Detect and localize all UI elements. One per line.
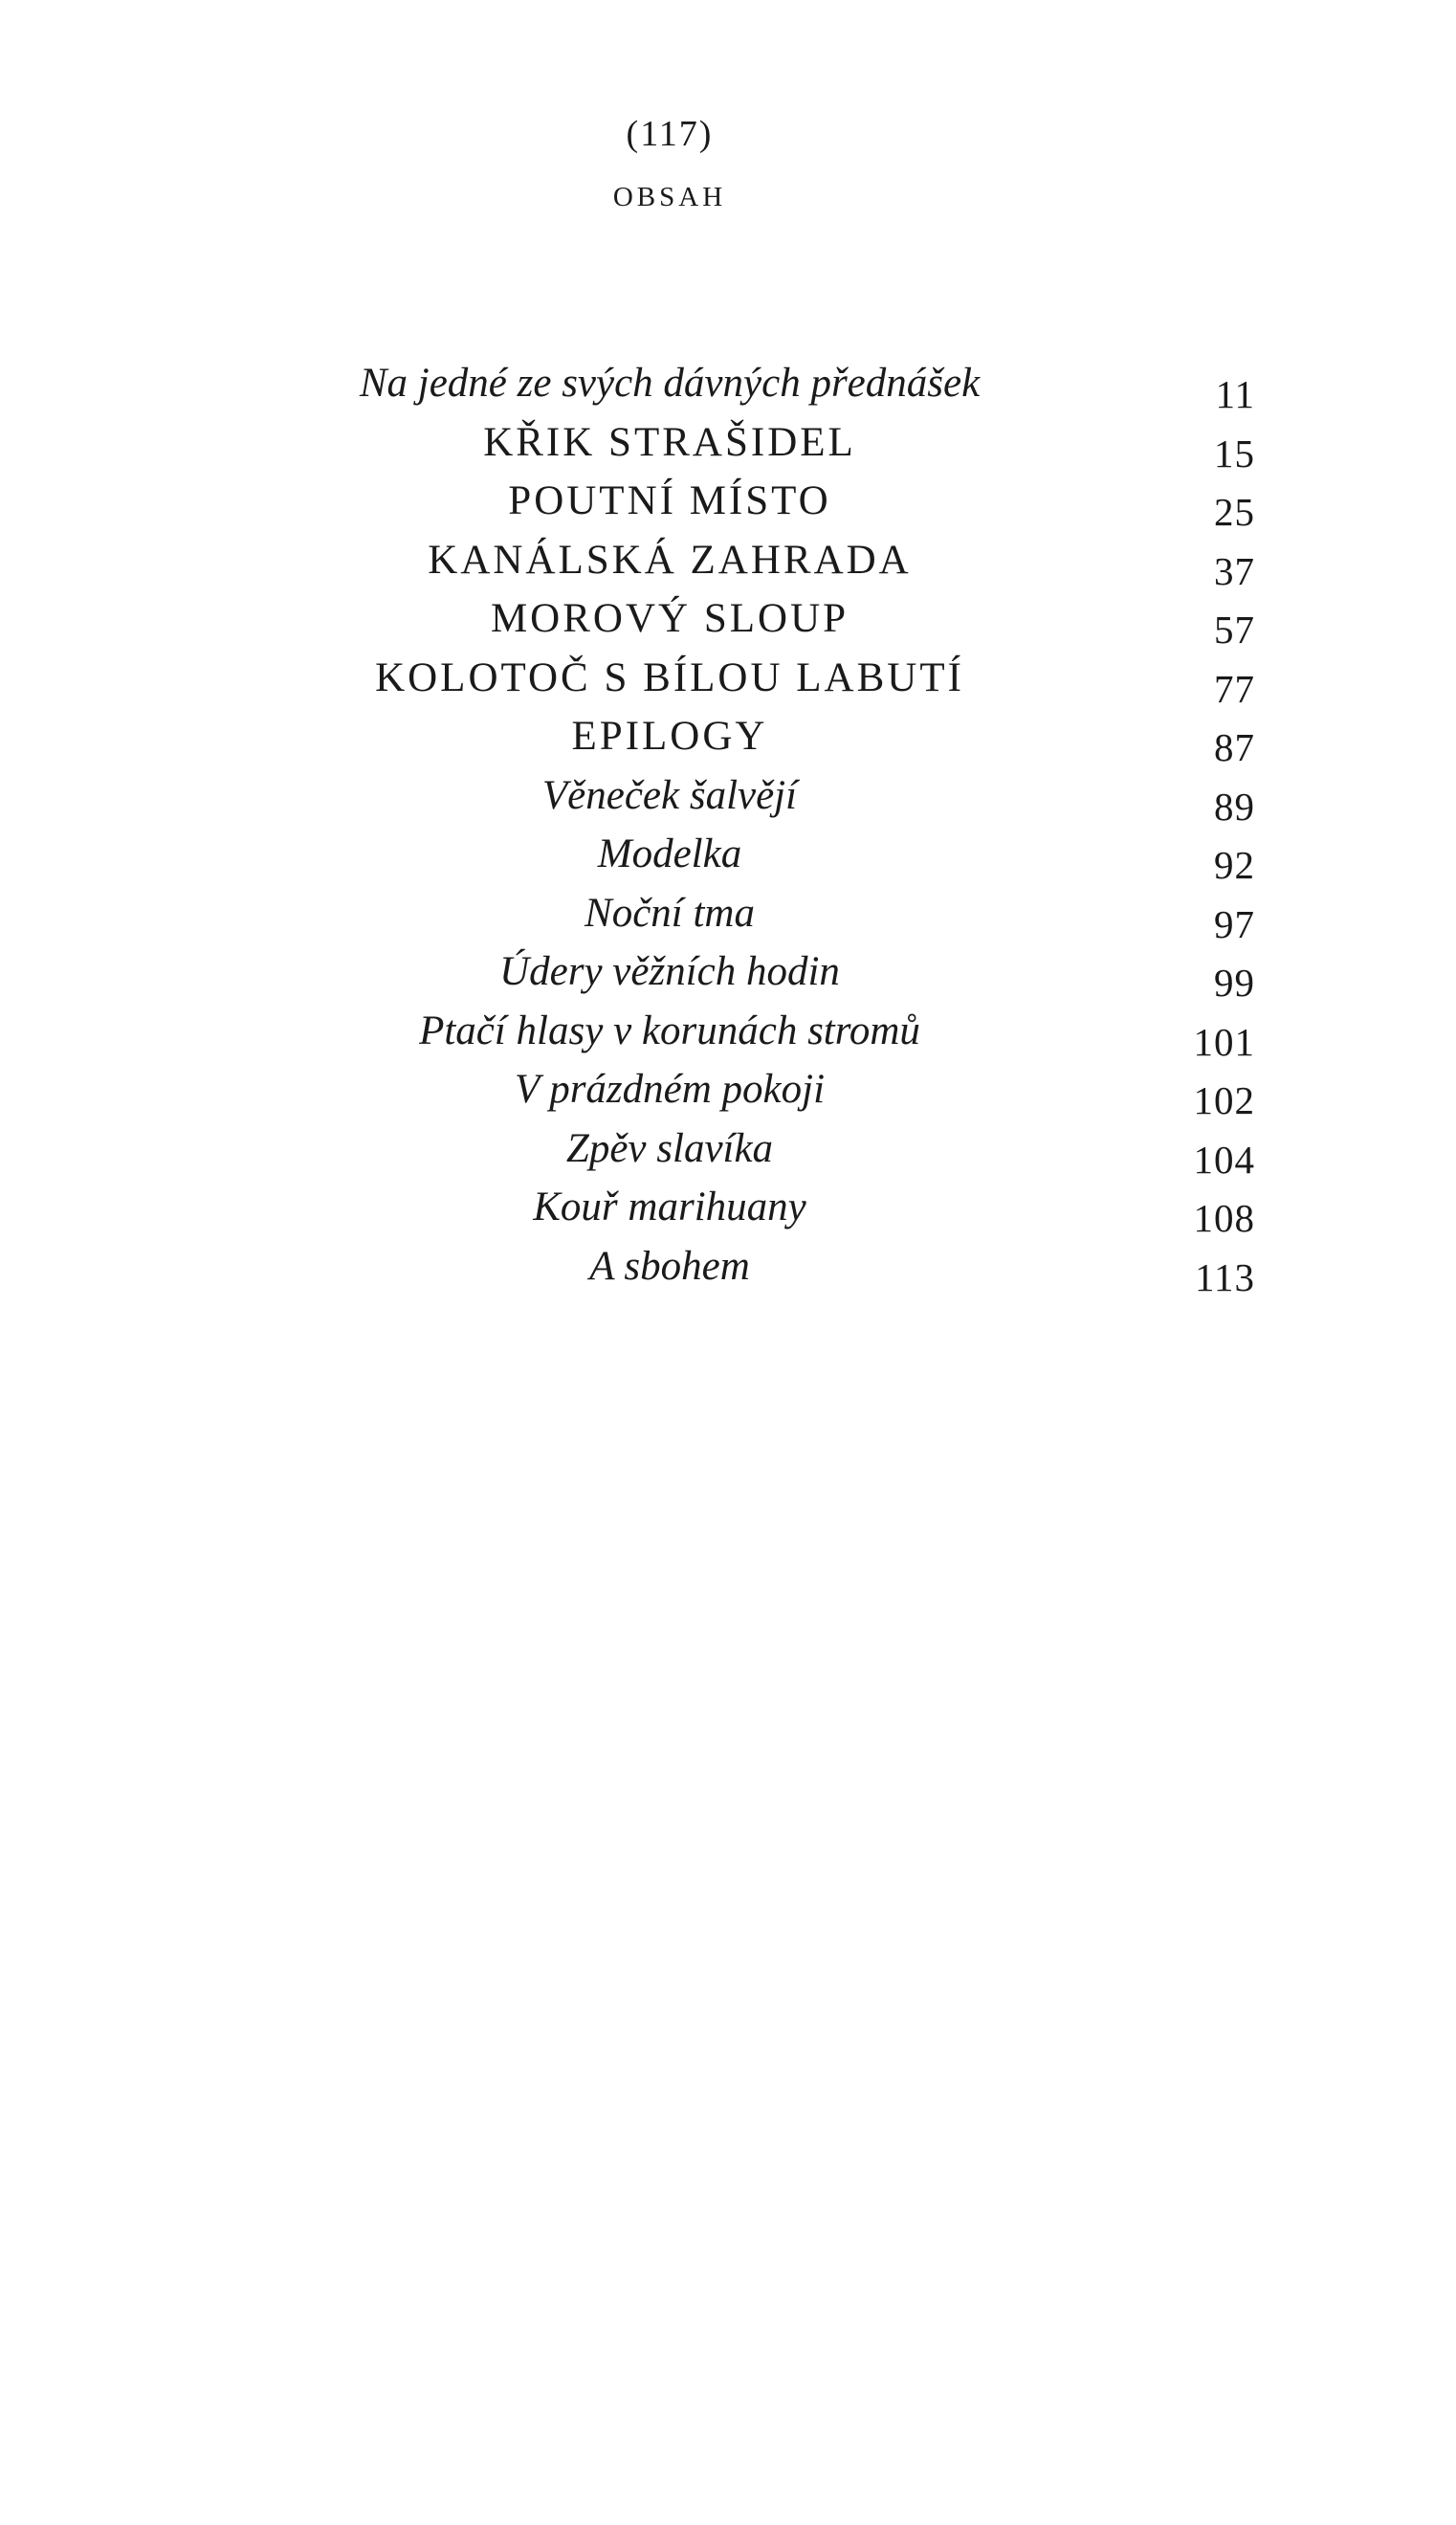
toc-entry-title: KŘIK STRAŠIDEL [483,419,856,465]
toc-entry-title: Zpěv slavíka [565,1125,774,1171]
toc-entry [0,1002,1456,1064]
toc-entry-page: 113 [1195,1254,1255,1299]
toc-entry-page: 99 [1214,961,1255,1005]
toc-entry-page: 87 [1214,725,1255,769]
toc-entry [0,825,1456,887]
toc-entry [0,354,1456,416]
toc-entry [0,766,1456,829]
toc-entry-page: 108 [1193,1196,1255,1240]
toc-entry-page: 57 [1214,608,1255,652]
toc-entry-page: 102 [1193,1078,1255,1122]
toc-entry-title: Ptačí hlasy v korunách stromů [419,1008,920,1053]
toc-entry-page: 37 [1214,548,1255,593]
toc-entry [0,707,1456,769]
toc-entry [0,589,1456,652]
toc-entry [0,1060,1456,1122]
toc-entry-page: 97 [1214,901,1255,946]
toc-entry [0,531,1456,593]
toc-entry [0,884,1456,946]
toc-entry [0,942,1456,1005]
page-title: OBSAH [612,182,727,212]
toc-entry-title: Na jedné ze svých dávných přednášek [359,361,981,406]
table-of-contents [0,354,1456,1299]
toc-entry-title: V prázdném pokoji [514,1067,826,1112]
toc-entry-page: 104 [1193,1137,1255,1182]
toc-entry [0,1119,1456,1182]
toc-entry-page: 92 [1214,843,1255,887]
toc-entry-title: Věneček šalvějí [541,772,798,818]
toc-entry-page: 15 [1214,431,1255,476]
toc-entry-title: Noční tma [585,890,755,936]
toc-entry-title: MOROVÝ SLOUP [490,596,849,641]
toc-entry-page: 77 [1214,666,1255,711]
toc-entry-page: 101 [1193,1019,1255,1064]
toc-entry-title: A sbohem [589,1243,750,1289]
toc-entry-page: 11 [1215,372,1255,416]
toc-entry-title: KANÁLSKÁ ZAHRADA [428,537,912,583]
toc-entry-title: Modelka [597,831,742,876]
toc-entry [0,472,1456,534]
toc-entry-title: EPILOGY [571,714,768,759]
page-number: (117) [626,114,714,154]
toc-entry-page: 25 [1214,490,1255,534]
toc-entry [0,1237,1456,1299]
toc-entry-title: POUTNÍ MÍSTO [508,478,831,523]
toc-entry [0,1178,1456,1240]
toc-entry [0,649,1456,711]
toc-entry-title: Údery věžních hodin [499,949,840,994]
toc-entry-page: 89 [1214,784,1255,829]
toc-entry-title: KOLOTOČ S BÍLOU LABUTÍ [375,654,964,700]
toc-entry [0,413,1456,476]
toc-entry-title: Kouř marihuany [533,1185,806,1229]
